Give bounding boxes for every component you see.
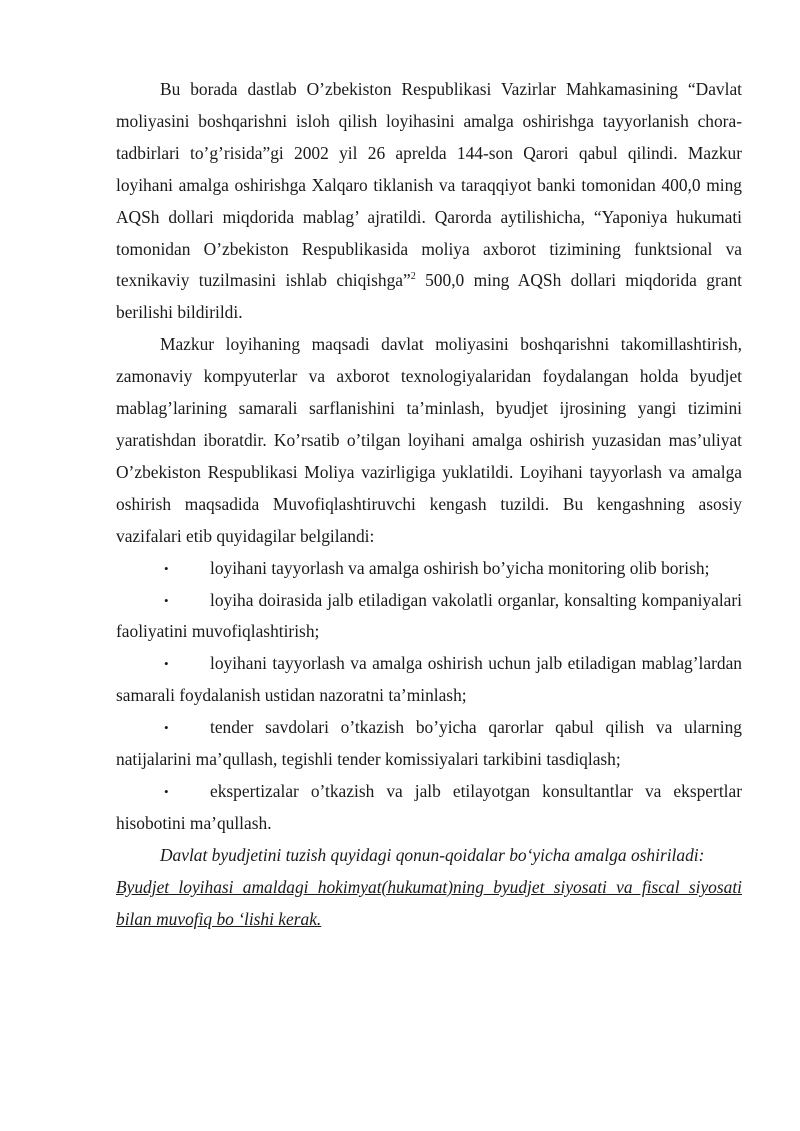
list-item-text: loyihani tayyorlash va amalga oshirish bo’yicha monitoring olib borish; — [210, 557, 710, 578]
bullet-icon: • — [164, 783, 169, 799]
list-item — [116, 553, 742, 585]
paragraph-text: Bu borada dastlab O’zbekiston Respublikasi Vazirlar Mahkamasining “Davlat moliyasini boshqarishni isloh qilish loyihasini amalga oshirishga tayyorlanish chora-tadbirlari to’g’risida”gi 2002 yil 26 aprelda 144-son Qarori qabul qilindi. Mazkur loyihani amalga oshirishga Xalqaro tiklanish va taraqqiyot banki tomonidan 400,0 ming AQSh dollari miqdorida mablag’ ajratildi. Qarorda aytilishicha, “Yaponiya hukumati tomonidan O’zbekiston Respublikasida moliya axborot tizimining funktsional va texnikaviy tuzilmasini ishlab chiqishga” — [116, 79, 742, 291]
paragraph-resolution-intro — [116, 74, 742, 329]
list-item-text: loyiha doirasida jalb etiladigan vakolatli organlar, konsalting kompaniyalari faoliyatini muvofiqlashtirish; — [116, 589, 742, 642]
bullet-icon: • — [164, 720, 169, 736]
bullet-icon: • — [164, 560, 169, 576]
paragraph-text-continued: 500,0 ming AQSh dollari miqdorida grant berilishi bildirildi. — [116, 270, 742, 323]
bullet-icon: • — [164, 592, 169, 608]
paragraph-budget-rule: Byudjet loyihasi amaldagi hokimyat(hukumat)ning byudjet siyosati va fiscal siyosati bilan muvofiq bo ‘lishi kerak. — [116, 876, 742, 929]
list-item-text: ekspertizalar o’tkazish va jalb etilayotgan konsultantlar va ekspertlar hisobotini ma’qullash. — [116, 780, 742, 833]
document-page — [116, 74, 742, 935]
list-item — [116, 712, 742, 776]
list-item — [116, 585, 742, 649]
list-item-text: tender savdolari o’tkazish bo’yicha qarorlar qabul qilish va ularning natijalarini ma’qullash, tegishli tender komissiyalari tarkibini tasdiqlash; — [116, 717, 742, 770]
bullet-icon: • — [164, 656, 169, 672]
paragraph-budget-rules-heading: Davlat byudjetini tuzish quyidagi qonun-qoidalar bo‘yicha amalga oshiriladi: — [160, 844, 705, 865]
list-item-text: loyihani tayyorlash va amalga oshirish uchun jalb etiladigan mablag’lardan samarali foydalanish ustidan nazoratni ta’minlash; — [116, 653, 742, 706]
footnote-marker: 2 — [410, 271, 416, 283]
paragraph-project-goal: Mazkur loyihaning maqsadi davlat moliyasini boshqarishni takomillashtirish, zamonaviy kompyuterlar va axborot texnologiyalaridan foydalangan holda byudjet mablag’larining samarali sarflanishini ta’minlash, byudjet ijrosining yangi tizimini yaratishdan iboratdir. Ko’rsatib o’tilgan loyihani amalga oshirish yuzasidan mas’uliyat O’zbekiston Respublikasi Moliya vazirligiga yuklatildi. Loyihani tayyorlash va amalga oshirish maqsadida Muvofiqlashtiruvchi kengash tuzildi. Bu kengashning asosiy vazifalari etib quyidagilar belgilandi: — [116, 334, 742, 546]
list-item — [116, 648, 742, 712]
list-item — [116, 776, 742, 840]
